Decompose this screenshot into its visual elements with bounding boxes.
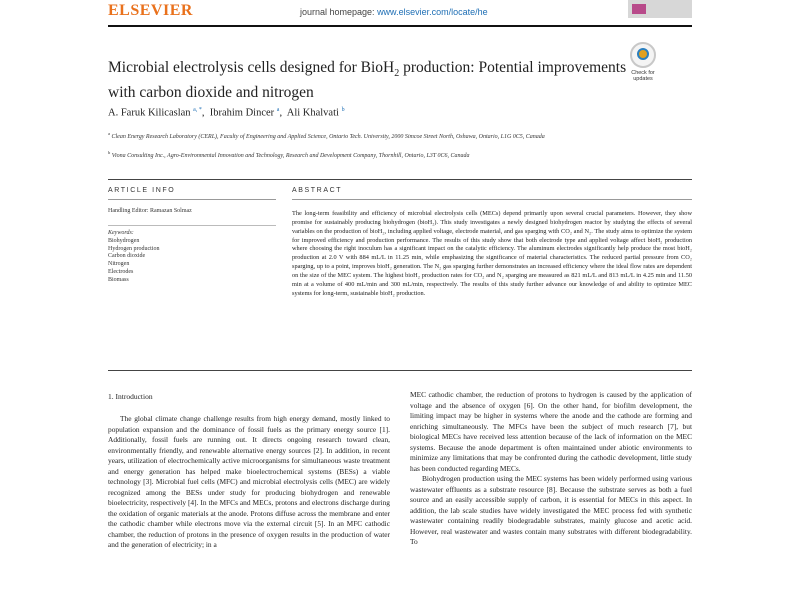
- body-paragraph: The global climate change challenge results from high energy demand, mostly linked to population expansion and the dominance of fossil fuels as the primary energy source [1]. Additionally, fossil fuels are running out. It directs ongoing research toward clean, environmentally friendly, and renewable alternative energy sources [2]. In addition, in recent years, utilization of electrochemically active microorganisms for simultaneous waste treatment and energy generation has helped make bioelectrochemical systems (BESs) a viable technology [3]. Microbial fuel cells (MFC) and microbial electrolysis cells (MEC) are widely recognized among the BESs under study for producing biohydrogen and renewable bioelectricity, respectively [4]. In the MFCs and MECs, protons and electrons discharge during the oxidation of organic materials at the anode. Protons diffuse across the membrane and enter the cathodic chamber while electrons move via the external circuit [5]. In an MFC cathodic chamber, the reduction of protons in the presence of oxygen results in the production of water and the generation of electricity; in a: [108, 414, 390, 549]
- keyword: Electrodes: [108, 268, 134, 275]
- affiliation: [108, 149, 668, 160]
- author-name[interactable]: A. Faruk Kilicaslan: [108, 107, 191, 119]
- keywords-label: Keywords:: [108, 230, 134, 236]
- publisher-logo: ELSEVIER: [108, 2, 193, 19]
- abstract-text: The long-term feasibility and efficiency of microbial electrolysis cells (MECs) depend primarily upon several crucial parameters. However, they show promise for sustainably producing biohydrogen (bioH₂). This study investigates a newly designed biohydrogen reactor by studying the effects of several variables on the production of bioH₂, including applied voltage, electrode material, and gas sparging with CO₂ and N₂. The study aims to optimize the system for improved efficiency and production performance. The results of this study show that both electrode type and applied voltage affect bioH₂ production where choosing the right inoculum has a significant impact on the catalytic efficiency. The aluminum electrodes significantly help produce the most bioH₂ production at 2.0 V with 884 mL/L in 11.25 min, while emphasizing the significance of material characteristics. The reduced partial pressure from CO₂ sparging, up to a point, improves bioH₂ generation. The N₂ gas sparging further demonstrates an increased efficiency where the ideal flow rates are dependent on the size of the MEC system. The highest bioH₂ production rates for CO₂ and N₂ sparging are measured as 821 mL/L and 813 mL/L in 4.25 min and 11.50 min at a volume of 400 mL/min and 300 mL/min, respectively. The results of this study further advance our knowledge of and ability to optimize MEC systems for long-term, sustainable bioH₂ production.: [292, 210, 692, 297]
- keyword: Nitrogen: [108, 261, 130, 268]
- abstract-heading: ABSTRACT: [292, 187, 343, 194]
- divider: [108, 199, 276, 200]
- body-column-left: [108, 414, 390, 551]
- article-title: [108, 58, 628, 102]
- author-affil-sup[interactable]: b: [341, 107, 345, 113]
- body-column-right: [410, 390, 692, 548]
- divider: [108, 179, 692, 180]
- affiliation-text: Clean Energy Research Laboratory (CERL), Faculty of Engineering and Applied Science, Ontario Tech. University, 2000 Simcoe Street North, Oshawa, Ontario, L1G 0C5, Canada: [111, 134, 545, 140]
- handling-editor: Handling Editor: Ramazan Solmaz: [108, 208, 192, 214]
- section-heading-introduction: 1. Introduction: [108, 392, 153, 401]
- author-list: A. Faruk Kilicaslan $^{a, *}$, Ibrahim Dincer $^a$, Ali Khalvati $^b$: [108, 107, 345, 119]
- title-rest: production: Potential improvements with carbon dioxide and nitrogen: [108, 59, 627, 102]
- author-affil-sup[interactable]: a, *: [193, 107, 202, 113]
- divider: [108, 225, 276, 226]
- journal-homepage: [300, 7, 488, 17]
- body-paragraph: MEC cathodic chamber, the reduction of protons to hydrogen is caused by the application of voltage and the absence of oxygen [6]. On the other hand, for biofilm development, the limiting impact may be higher in systems where the anode and the cathode are forming and enriching simultaneously. The MFCs have been the subject of much research [7], but biological MECs have received less attention because of the lack of information on the MEC systems. Because the anode department is often maintained under abiotic environments to minimize any limitations that may be confronted during the cathodic development, little study has been conducted regarding MECs.: [410, 390, 692, 473]
- journal-homepage-label: journal homepage:: [300, 7, 378, 17]
- affiliation-sup: b: [108, 150, 111, 155]
- divider: [108, 370, 692, 371]
- body-paragraph: Biohydrogen production using the MEC systems has been widely performed using various wastewater effluents as a substrate resource [8]. Because the substrate serves as both a fuel source and an easily accessible supply of carbon, it is essential for MECs in this aspect. In addition, the lab scale studies have widely investigated the MEC process fed with synthetic wastewater containing readily biodegradable substrates, mainly glucose and acetic acid. However, real wastewater and wastes contain many substrates with different biodegradability. To: [410, 474, 692, 546]
- check-badge-line1: Check for: [631, 70, 655, 76]
- keywords-block: [108, 230, 160, 285]
- affiliation-text: Viona Consulting Inc., Agro-Environmental Innovation and Technology, Research and Development Company, Thornhill, Ontario, L3T 0C6, Canada: [111, 153, 470, 159]
- check-for-updates-badge[interactable]: [628, 42, 658, 80]
- keyword: Carbon dioxide: [108, 253, 146, 260]
- affiliation: [108, 130, 668, 141]
- header-divider: [108, 25, 692, 27]
- author-name[interactable]: Ali Khalvati: [286, 107, 339, 119]
- title-main: Microbial electrolysis cells designed for BioH: [108, 59, 395, 76]
- author-affil-sup[interactable]: a: [276, 107, 280, 113]
- divider: [292, 199, 692, 200]
- keyword: Biohydrogen: [108, 237, 140, 244]
- affiliation-sup: a: [108, 131, 110, 136]
- keyword: Hydrogen production: [108, 245, 160, 252]
- check-badge-line2: updates: [633, 76, 653, 82]
- author-name[interactable]: Ibrahim Dincer: [209, 107, 275, 119]
- check-for-updates-icon: [630, 42, 656, 68]
- title-subscript: 2: [394, 68, 400, 80]
- journal-homepage-link[interactable]: www.elsevier.com/locate/he: [377, 7, 488, 17]
- journal-cover-thumbnail: [628, 0, 692, 18]
- article-info-heading: ARTICLE INFO: [108, 187, 176, 194]
- keyword: Biomass: [108, 276, 129, 283]
